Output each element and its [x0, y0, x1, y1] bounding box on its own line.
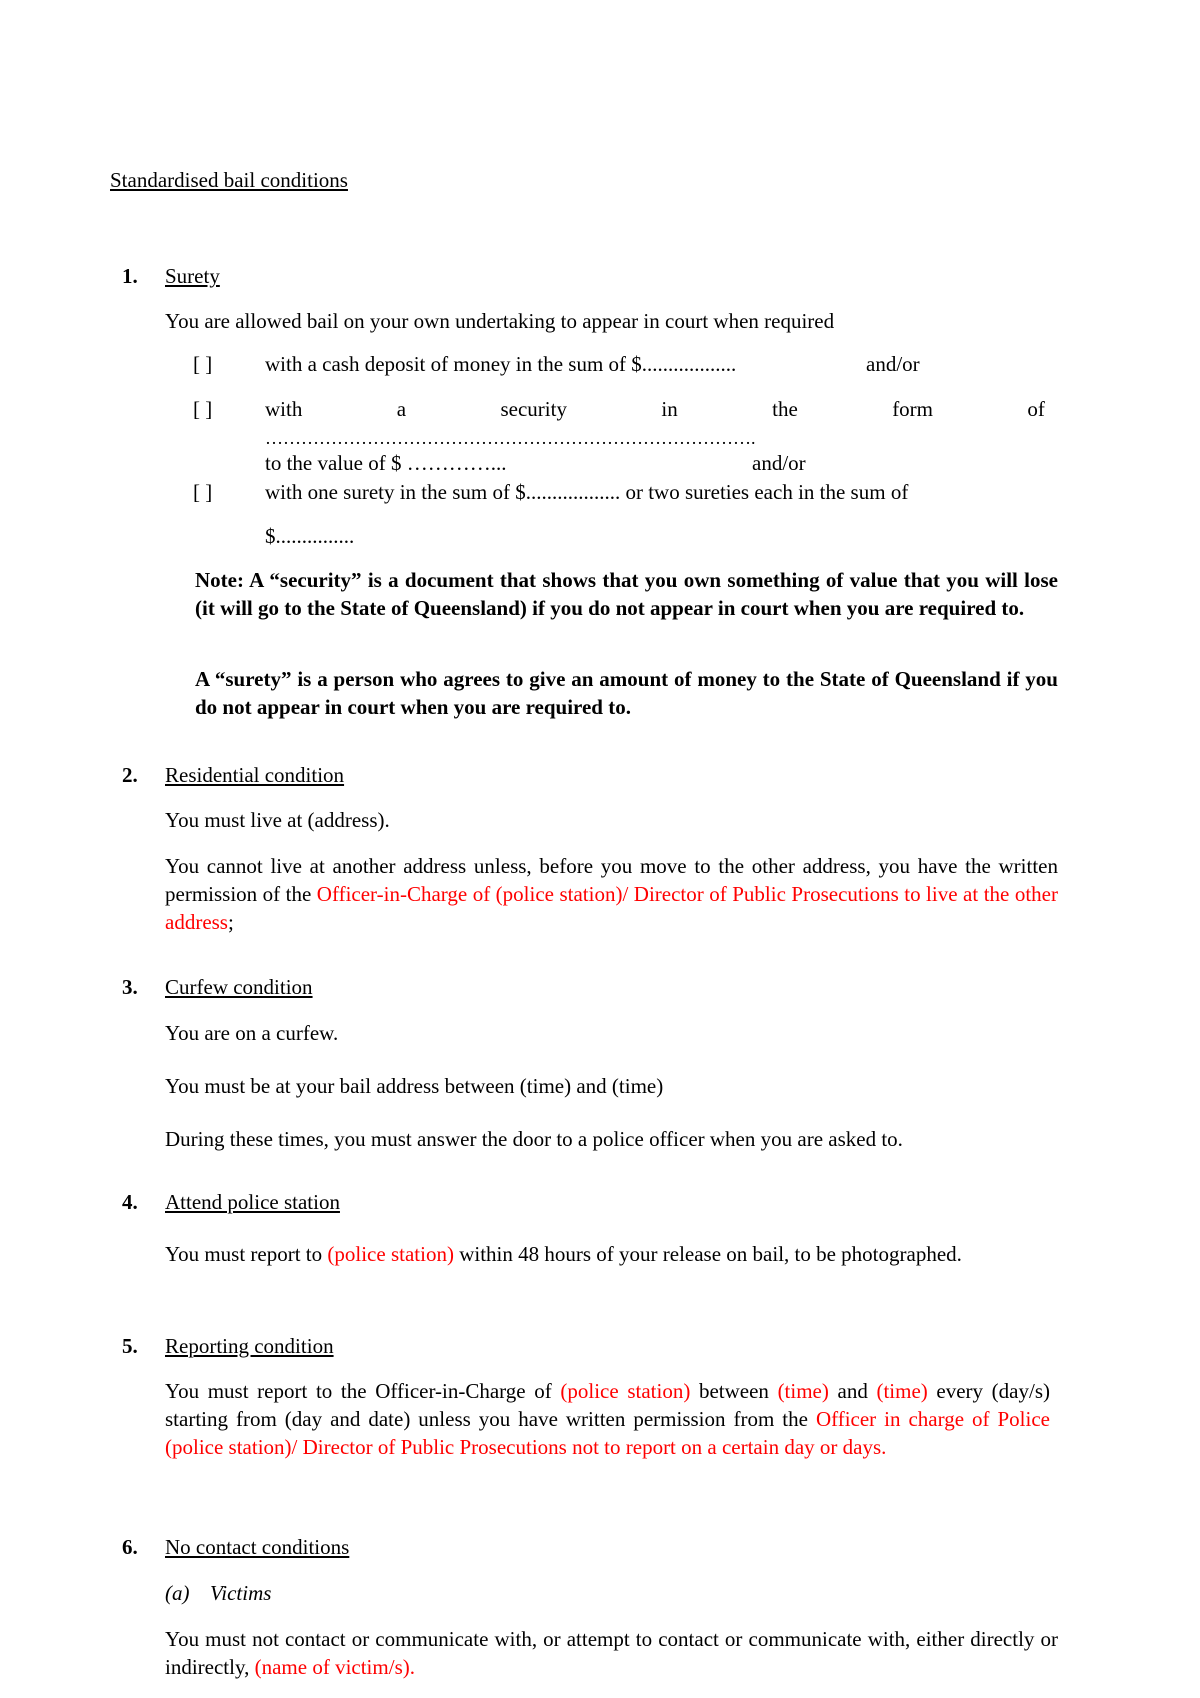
reporting-text [165, 1377, 1050, 1461]
residential-text-part: You cannot live at another address unless, before you move to the other address, you have the written permission of the [165, 854, 1058, 906]
no-contact-text-part: You must not contact or communicate with, or attempt to contact or communicate with, either directly or indirectly, [165, 1627, 1058, 1679]
section-3-heading: Curfew condition [165, 975, 313, 999]
section-4-heading: Attend police station [165, 1190, 340, 1214]
reporting-red-text: Officer in charge of Police (police station)/ Director of Public Prosecutions not to report on a certain day or days. [165, 1407, 1050, 1459]
option-1-checkbox[interactable]: [ ] [193, 352, 213, 376]
section-4-number: 4. [122, 1190, 138, 1214]
option-2-words [265, 395, 1045, 423]
option-3-continuation: $............... [265, 524, 355, 548]
section-2-number: 2. [122, 763, 138, 787]
option-2-word: with [265, 397, 303, 421]
option-2-word: security [500, 397, 567, 421]
option-2-word: form [892, 397, 934, 421]
attend-text-part: within 48 hours of your release on bail, to be photographed. [453, 1242, 962, 1266]
option-2-dots: ………………………………………………………………………. [265, 428, 756, 448]
reporting-red-text: (police station) [560, 1379, 691, 1403]
attend-text-part: You must report to [165, 1242, 328, 1266]
section-6-heading: No contact conditions [165, 1535, 350, 1559]
option-1-text: with a cash deposit of money in the sum of $.................. [265, 352, 737, 376]
section-6-number: 6. [122, 1535, 138, 1559]
option-2-checkbox[interactable]: [ ] [193, 397, 213, 421]
attend-station-text [165, 1240, 1058, 1268]
reporting-red-text: (time) [876, 1379, 928, 1403]
option-2-word: of [1027, 397, 1045, 421]
reporting-text-part: and [828, 1379, 877, 1403]
option-2-value: to the value of $ …………... [265, 451, 507, 475]
subsection-a-label: (a) [165, 1581, 190, 1605]
option-3-checkbox[interactable]: [ ] [193, 480, 213, 504]
surety-intro: You are allowed bail on your own undertaking to appear in court when required [165, 309, 835, 333]
curfew-text-2: You must be at your bail address between (time) and (time) [165, 1074, 664, 1098]
residential-permission-text [165, 852, 1058, 936]
option-2-andor: and/or [752, 451, 806, 475]
reporting-text-part: every (day/s) starting from (day and date) unless you have written permission from the [165, 1379, 1051, 1431]
curfew-text-1: You are on a curfew. [165, 1021, 339, 1045]
residential-text-end: ; [227, 910, 234, 934]
reporting-red-text: (time) [777, 1379, 829, 1403]
residential-address-text: You must live at (address). [165, 808, 390, 832]
option-3-text: with one surety in the sum of $.................. or two sureties each in the sum of [265, 480, 909, 504]
attend-red-text: (police station) [327, 1242, 454, 1266]
section-2-heading: Residential condition [165, 763, 345, 787]
curfew-text-3: During these times, you must answer the door to a police officer when you are asked to. [165, 1127, 903, 1151]
section-1-number: 1. [122, 264, 138, 288]
no-contact-red-text: (name of victim/s). [254, 1655, 415, 1679]
option-2-word: the [772, 397, 798, 421]
subsection-a-title: Victims [210, 1581, 272, 1605]
option-2-word: in [661, 397, 678, 421]
option-2-word: a [396, 397, 407, 421]
reporting-text-part: You must report to the Officer-in-Charge of [165, 1379, 561, 1403]
option-1-andor: and/or [866, 352, 920, 376]
reporting-text-part: between [690, 1379, 778, 1403]
section-3-number: 3. [122, 975, 138, 999]
note-surety: A “surety” is a person who agrees to give an amount of money to the State of Queensland if you do not appear in court when you are required to. [195, 667, 1058, 719]
section-1-heading: Surety [165, 264, 220, 288]
page-title: Standardised bail conditions [110, 168, 348, 192]
section-5-number: 5. [122, 1334, 138, 1358]
residential-red-text: Officer-in-Charge of (police station)/ Director of Public Prosecutions to live at the other address [165, 882, 1058, 934]
note-security: Note: A “security” is a document that shows that you own something of value that you will lose (it will go to the State of Queensland) if you do not appear in court when you are required to. [195, 568, 1058, 620]
section-5-heading: Reporting condition [165, 1334, 334, 1358]
no-contact-text [165, 1625, 1058, 1681]
